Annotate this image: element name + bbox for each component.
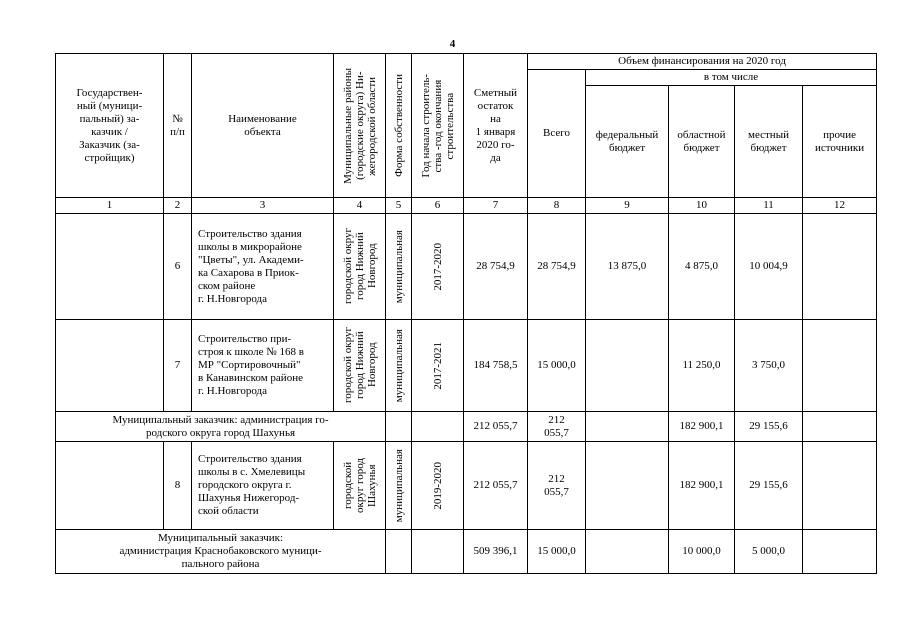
years-cell [412, 320, 464, 412]
federal-value [586, 530, 669, 574]
estimated-balance: 184 758,5 [464, 320, 528, 412]
column-number: 7 [464, 198, 528, 214]
estimated-balance: 212 055,7 [464, 442, 528, 530]
header-years-text: Год начала строитель- ства -год окончания строительства [419, 73, 456, 178]
group-row [56, 412, 877, 442]
district-cell [334, 320, 386, 412]
column-number: 12 [803, 198, 877, 214]
column-number: 8 [528, 198, 586, 214]
district-cell [334, 442, 386, 530]
customer-cell [56, 214, 164, 320]
header-total: Всего [528, 70, 586, 198]
header-ownership [386, 54, 412, 198]
customer-cell [56, 442, 164, 530]
regional-value: 182 900,1 [669, 412, 735, 442]
ownership-cell [386, 442, 412, 530]
estimated-balance: 212 055,7 [464, 412, 528, 442]
years-text: 2017-2020 [431, 242, 444, 291]
other-value [803, 442, 877, 530]
ownership-cell [386, 320, 412, 412]
federal-value [586, 412, 669, 442]
local-value: 29 155,6 [735, 442, 803, 530]
total-value: 28 754,9 [528, 214, 586, 320]
ownership-cell [386, 530, 412, 574]
page-number: 4 [449, 38, 456, 50]
header-estimated-balance: Сметный остаток на 1 января 2020 го- да [464, 54, 528, 198]
header-other: прочие источники [803, 86, 877, 198]
other-value [803, 530, 877, 574]
group-row [56, 530, 877, 574]
header-num: № п/п [164, 54, 192, 198]
ownership-cell [386, 214, 412, 320]
total-value: 15 000,0 [528, 320, 586, 412]
object-name: Строительство здания школы в с. Хмелевицы городского округа г. Шахунья Нижегород- ской области [192, 442, 334, 530]
district-text: городской округ город Нижний Новгород [341, 228, 378, 305]
header-local: местный бюджет [735, 86, 803, 198]
header-districts [334, 54, 386, 198]
district-text: городской округ город Шахунья [341, 458, 378, 513]
customer-cell [56, 320, 164, 412]
header-customer: Государствен- ный (муници- пальный) за- казчик / Заказчик (за- стройщик) [56, 54, 164, 198]
financing-table [55, 53, 877, 574]
estimated-balance: 509 396,1 [464, 530, 528, 574]
years-cell [412, 442, 464, 530]
federal-value: 13 875,0 [586, 214, 669, 320]
local-value: 3 750,0 [735, 320, 803, 412]
object-name: Строительство здания школы в микрорайоне "Цветы", ул. Академи- ка Сахарова в Приок- ском районе г. Н.Новгорода [192, 214, 334, 320]
table-row [56, 320, 877, 412]
table-row [56, 442, 877, 530]
years-text: 2017-2021 [431, 341, 444, 390]
ownership-text: муниципальная [392, 328, 405, 403]
other-value [803, 214, 877, 320]
column-number: 3 [192, 198, 334, 214]
years-cell [412, 214, 464, 320]
header-including: в том числе [586, 70, 877, 86]
header-years [412, 54, 464, 198]
ownership-text: муниципальная [392, 229, 405, 304]
header-financing: Объем финансирования на 2020 год [528, 54, 877, 70]
ownership-cell [386, 412, 412, 442]
row-number: 8 [164, 442, 192, 530]
column-number: 1 [56, 198, 164, 214]
column-numbers-row [56, 198, 877, 214]
row-number: 7 [164, 320, 192, 412]
years-cell [412, 530, 464, 574]
regional-value: 11 250,0 [669, 320, 735, 412]
column-number: 9 [586, 198, 669, 214]
group-customer-label: Муниципальный заказчик: администрация Краснобаковского муници- пального района [56, 530, 386, 574]
column-number: 10 [669, 198, 735, 214]
total-value: 212 055,7 [528, 442, 586, 530]
other-value [803, 320, 877, 412]
regional-value: 4 875,0 [669, 214, 735, 320]
local-value: 5 000,0 [735, 530, 803, 574]
object-name: Строительство при- строя к школе № 168 в МР "Сортировочный" в Канавинском районе г. Н.Новгорода [192, 320, 334, 412]
years-cell [412, 412, 464, 442]
district-cell [334, 214, 386, 320]
years-text: 2019-2020 [431, 461, 444, 510]
header-ownership-text: Форма собственности [392, 74, 405, 177]
group-customer-label: Муниципальный заказчик: администрация го- родского округа город Шахунья [56, 412, 386, 442]
row-number: 6 [164, 214, 192, 320]
regional-value: 182 900,1 [669, 442, 735, 530]
column-number: 5 [386, 198, 412, 214]
district-text: городской округ город Нижний Новгород [341, 327, 378, 404]
total-value: 212 055,7 [528, 412, 586, 442]
local-value: 10 004,9 [735, 214, 803, 320]
total-value: 15 000,0 [528, 530, 586, 574]
regional-value: 10 000,0 [669, 530, 735, 574]
local-value: 29 155,6 [735, 412, 803, 442]
header-object-name: Наименование объекта [192, 54, 334, 198]
column-number: 6 [412, 198, 464, 214]
column-number: 4 [334, 198, 386, 214]
column-number: 11 [735, 198, 803, 214]
header-federal: федеральный бюджет [586, 86, 669, 198]
header-regional: областной бюджет [669, 86, 735, 198]
header-districts-text: Муниципальные районы (городские округа) Ни- жегородской области [341, 67, 378, 184]
column-number: 2 [164, 198, 192, 214]
table-row [56, 214, 877, 320]
other-value [803, 412, 877, 442]
ownership-text: муниципальная [392, 448, 405, 523]
federal-value [586, 320, 669, 412]
estimated-balance: 28 754,9 [464, 214, 528, 320]
federal-value [586, 442, 669, 530]
